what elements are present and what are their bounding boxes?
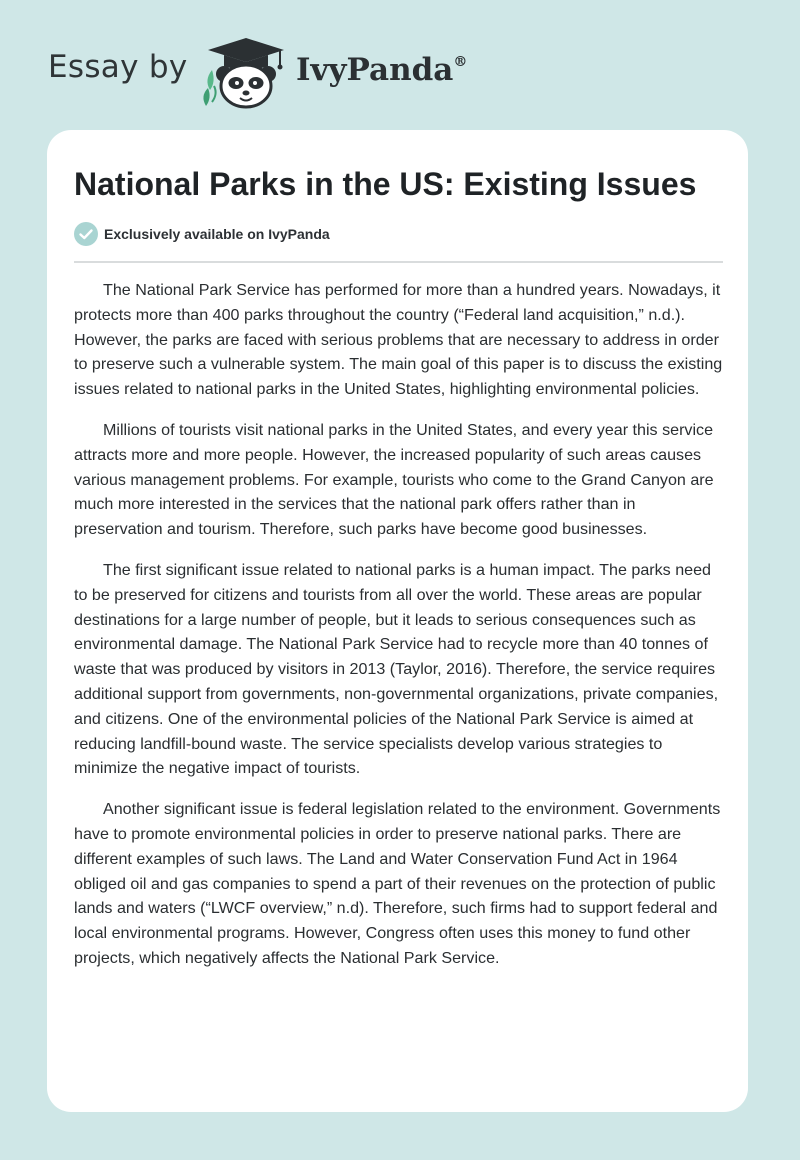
site-header <box>0 0 800 130</box>
essay-paragraph: The National Park Service has performed for more than a hundred years. Nowadays, it protects more than 400 parks throughout the country (“Federal land acquisition,” n.d.). However, the parks are faced with serious problems that are necessary to address in order to preserve such a vulnerable system. The main goal of this paper is to discuss the existing issues related to national parks in the United States, highlighting environmental policies. <box>74 281 723 399</box>
panda-graduate-icon[interactable] <box>200 36 290 110</box>
brand-logo[interactable] <box>296 52 467 88</box>
divider <box>74 261 723 263</box>
exclusive-badge <box>74 222 330 246</box>
registered-mark: ® <box>453 54 468 70</box>
essay-body <box>74 278 725 987</box>
page-title: National Parks in the US: Existing Issues <box>74 166 697 202</box>
essay-paragraph: Another significant issue is federal legislation related to the environment. Governments have to promote environmental policies in order to preserve national parks. There are different examples of such laws. The Land and Water Conservation Fund Act in 1964 obliged oil and gas companies to spend a part of their revenues on the protection of public lands and waters (“LWCF overview,” n.d). Therefore, such firms had to support federal and local environmental programs. However, Congress often uses this money to fund other projects, which negatively affects the National Park Service. <box>74 800 721 967</box>
essay-by-label: Essay by <box>48 49 188 85</box>
essay-card <box>47 130 748 1112</box>
essay-paragraph: Millions of tourists visit national parks in the United States, and every year this service attracts more and more people. However, the increased popularity of such areas causes various management problems. For example, tourists who come to the Grand Canyon are much more interested in the services that the national park offers rather than in preservation and tourism. Therefore, such parks have become good businesses. <box>74 420 714 539</box>
check-circle-icon <box>74 222 98 246</box>
essay-paragraph: The first significant issue related to national parks is a human impact. The parks need to be preserved for citizens and tourists from all over the world. These areas are popular destinations for a large number of people, but it leads to serious consequences such as environmental damage. The National Park Service had to recycle more than 40 tonnes of waste that was produced by visitors in 2013 (Taylor, 2016). Therefore, the service requires additional support from governments, non-governmental organizations, private companies, and citizens. One of the environmental policies of the National Park Service is aimed at reducing landfill-bound waste. The service specialists develop various strategies to minimize the negative impact of tourists. <box>74 560 719 778</box>
brand-name: IvyPanda <box>296 52 454 88</box>
exclusive-badge-label: Exclusively available on IvyPanda <box>104 226 330 242</box>
